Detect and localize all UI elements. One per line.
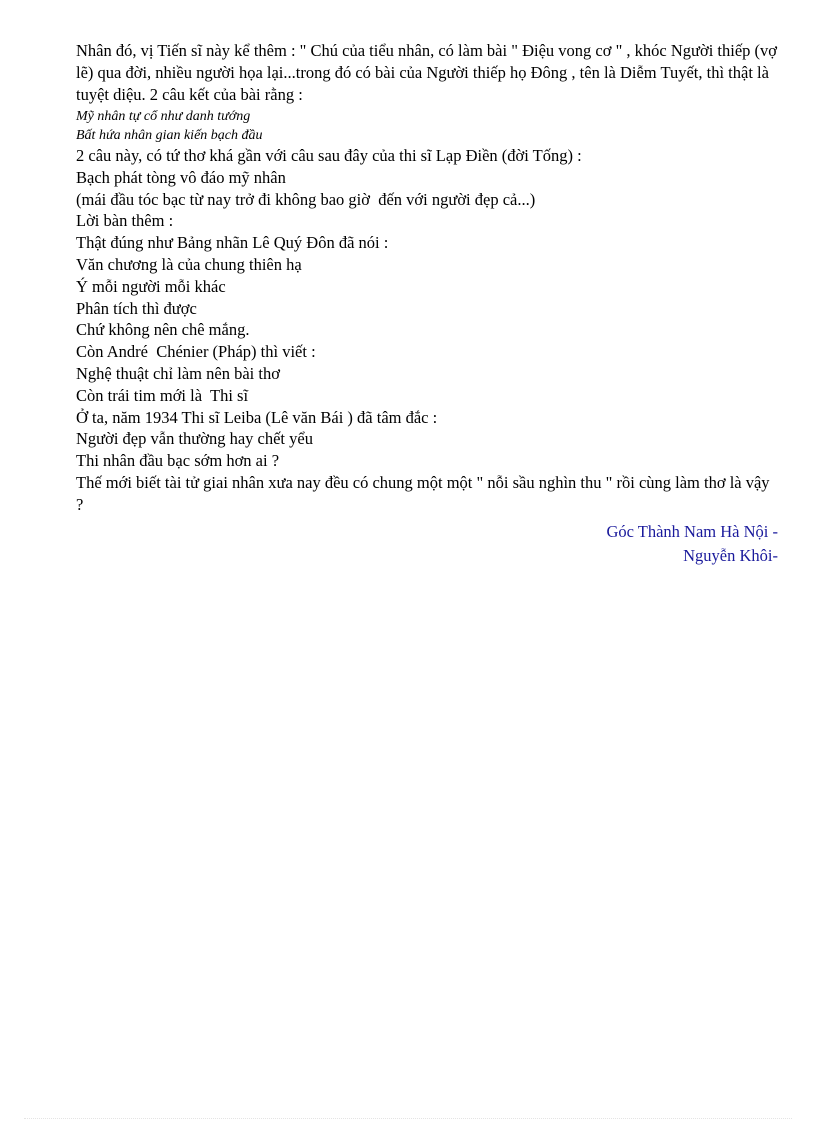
body-lines: [76, 145, 780, 472]
text-line: Nghệ thuật chỉ làm nên bài thơ: [76, 363, 280, 383]
text-line: Ở ta, năm 1934 Thi sĩ Leiba (Lê văn Bái ) đã tâm đắc :: [76, 407, 438, 427]
signature-author: Nguyễn Khôi-: [683, 546, 778, 565]
text-line: Thi nhân đầu bạc sớm hơn ai ?: [76, 451, 280, 471]
text-line: Người đẹp vẫn thường hay chết yểu: [76, 429, 313, 449]
text-line: Chứ không nên chê mắng.: [76, 320, 250, 340]
text-line: Bạch phát tòng vô đáo mỹ nhân: [76, 167, 286, 187]
text-line: Văn chương là của chung thiên hạ: [76, 254, 302, 274]
signature-block: [606, 520, 778, 568]
quote-line: Mỹ nhân tự cổ như danh tướng: [76, 109, 251, 124]
text-line: Thật đúng như Bảng nhãn Lê Quý Đôn đã nói :: [76, 233, 389, 253]
text-line: Phân tích thì được: [76, 298, 197, 318]
intro-paragraph: Nhân đó, vị Tiến sĩ này kể thêm : " Chú của tiểu nhân, có làm bài " Điệu vong cơ " , khóc Người thiếp (vợ lẽ) qua đời, nhiều người họa lại...trong đó có bài của Người thiếp họ Đông , tên là Diễm Tuyết, thì thật là tuyệt diệu. 2 câu kết của bài rằng :: [76, 41, 778, 104]
quote-line: Bất hứa nhân gian kiến bạch đầu: [76, 128, 263, 143]
quote-block: [76, 107, 780, 145]
text-line: Còn trái tim mới là Thi sĩ: [76, 385, 249, 405]
text-line: Ý mỗi người mỗi khác: [76, 276, 226, 296]
text-line: Còn André Chénier (Pháp) thì viết :: [76, 342, 316, 362]
text-line: 2 câu này, có tứ thơ khá gần với câu sau đây của thi sĩ Lạp Điền (đời Tống) :: [76, 146, 582, 165]
signature-location: Góc Thành Nam Hà Nội -: [606, 522, 778, 541]
page-bottom-rule: [24, 1118, 792, 1119]
document-body: [76, 40, 780, 516]
text-line: (mái đầu tóc bạc từ nay trở đi không bao giờ đến với người đẹp cả...): [76, 189, 536, 209]
closing-paragraph: Thế mới biết tài tử giai nhân xưa nay đều có chung một một " nỗi sầu nghìn thu " rồi cùng làm thơ là vậy ?: [76, 472, 770, 514]
text-line: Lời bàn thêm :: [76, 211, 174, 231]
